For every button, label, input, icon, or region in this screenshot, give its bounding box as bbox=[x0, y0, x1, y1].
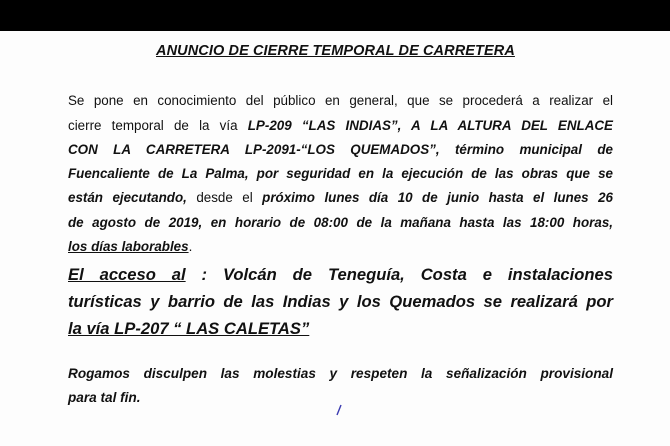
text-span: desde el bbox=[186, 190, 263, 205]
text-span: cierre temporal de la vía bbox=[68, 118, 248, 133]
paragraph1-line7 bbox=[68, 239, 613, 255]
paragraph1-line4 bbox=[68, 166, 613, 182]
working-days: los días laborables bbox=[68, 239, 189, 254]
paragraph1-line6 bbox=[68, 215, 613, 231]
access-heading: El acceso al bbox=[68, 265, 186, 284]
paragraph1-line1 bbox=[68, 93, 613, 109]
text-span: para tal fin. bbox=[68, 390, 141, 405]
closure-dates: próximo lunes día 10 de junio hasta el lunes 26 bbox=[262, 190, 613, 205]
paragraph1-line5 bbox=[68, 190, 613, 206]
access-line3 bbox=[68, 319, 613, 339]
document-page bbox=[0, 31, 670, 446]
road-name-lp209: LP-209 “LAS INDIAS”, A LA ALTURA DEL ENLACE bbox=[247, 118, 613, 133]
text-span: . bbox=[188, 239, 193, 254]
text-span: Fuencaliente de La Palma, por seguridad en la ejecución de las obras que se bbox=[68, 166, 613, 181]
paragraph1-line3 bbox=[68, 142, 613, 158]
road-name-lp207: la vía LP-207 “ LAS CALETAS” bbox=[68, 319, 310, 338]
closure-hours: en horario de 08:00 de la mañana hasta las 18:00 horas, bbox=[202, 215, 613, 230]
text-span: término municipal de bbox=[439, 142, 613, 157]
closure-end-date: de agosto de 2019, bbox=[68, 215, 203, 230]
text-span: están ejecutando, bbox=[68, 190, 187, 205]
road-name-lp2091: CON LA CARRETERA LP-2091-“LOS QUEMADOS”, bbox=[68, 142, 440, 157]
pen-mark bbox=[334, 404, 344, 416]
text-span: Rogamos disculpen las molestias y respeten la señalización provisional bbox=[68, 366, 613, 381]
access-line1 bbox=[68, 265, 613, 285]
text-span: turísticas y barrio de las Indias y los Quemados se realizará por bbox=[68, 292, 613, 311]
paragraph1-line2 bbox=[68, 118, 613, 134]
closing-line1 bbox=[68, 366, 613, 382]
access-line2 bbox=[68, 292, 613, 312]
text-span: : Volcán de Teneguía, Costa e instalaciones bbox=[185, 265, 613, 284]
text-span: Se pone en conocimiento del público en general, que se procederá a realizar el bbox=[68, 93, 613, 108]
notice-title: ANUNCIO DE CIERRE TEMPORAL DE CARRETERA bbox=[156, 43, 515, 59]
